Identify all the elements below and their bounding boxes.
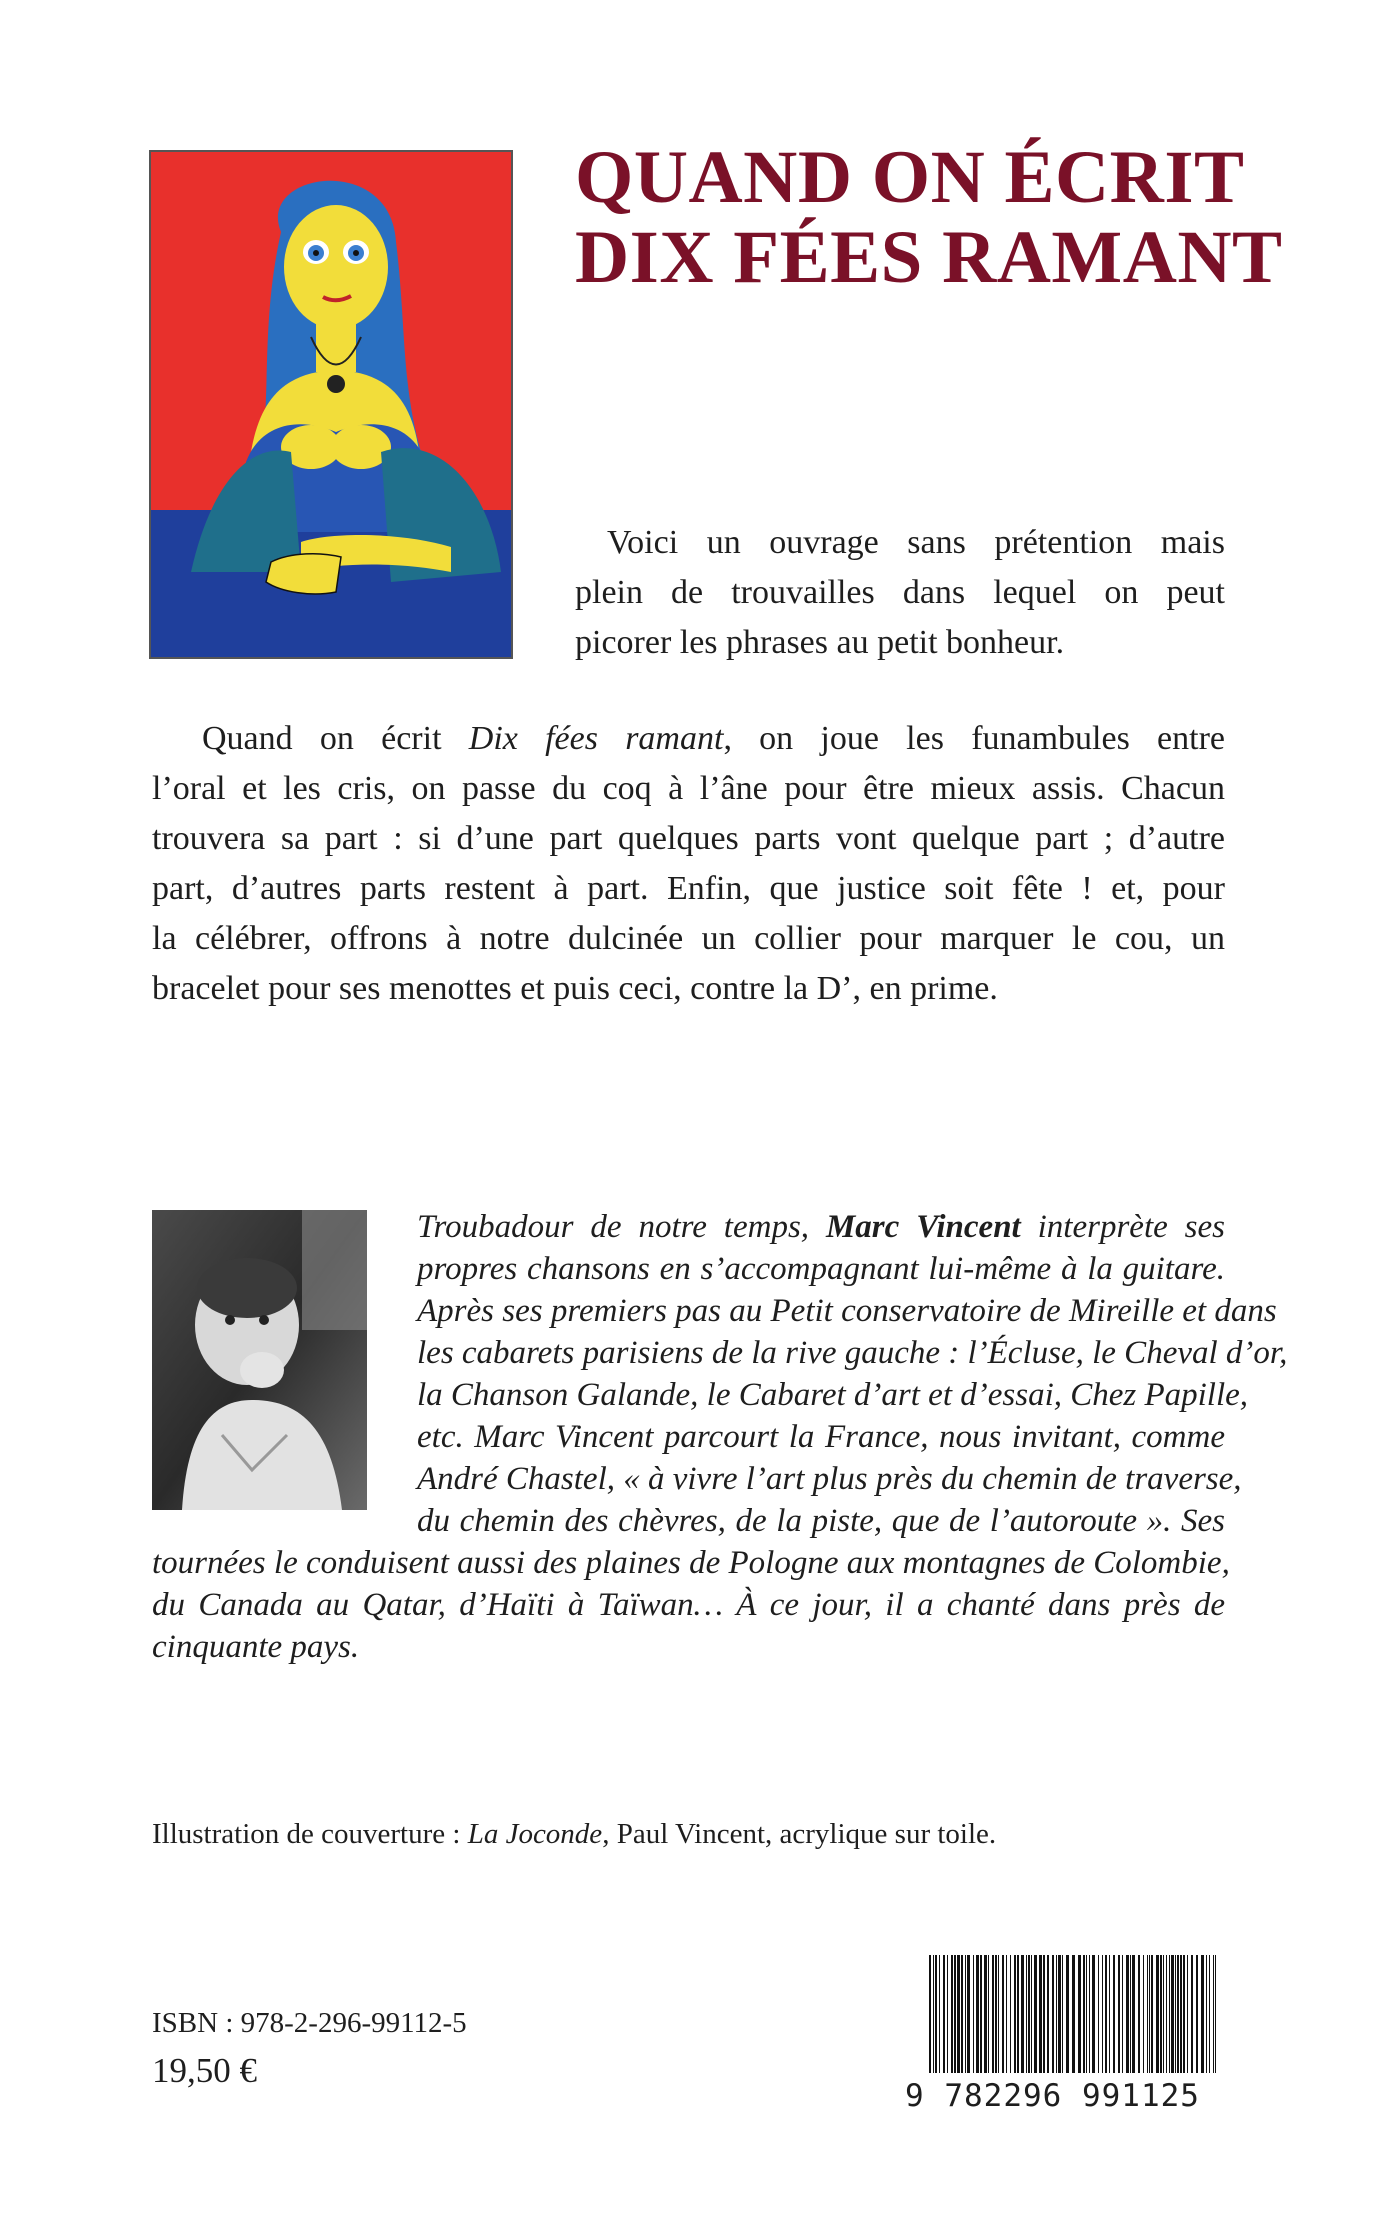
summary-line: l’oral et les cris, on passe du coq à l’âne pour être mieux assis. Chacun — [152, 770, 1225, 807]
barcode-bar — [995, 1955, 997, 2073]
intro-line: Voici un ouvrage sans prétention mais — [607, 524, 1225, 561]
author-name: Marc Vincent — [825, 1209, 1021, 1245]
barcode-bar — [1026, 1955, 1027, 2073]
barcode-bar — [1062, 1955, 1063, 2073]
barcode-bar — [980, 1955, 982, 2073]
joconde-painting — [151, 152, 511, 657]
barcode-bar — [1201, 1955, 1204, 2073]
barcode-bar — [1031, 1955, 1032, 2073]
bio-line: cinquante pays. — [152, 1629, 360, 1665]
bio-line: la Chanson Galande, le Cabaret d’art et d’essai, Chez Papille, — [417, 1377, 1249, 1413]
barcode-bar — [1171, 1955, 1174, 2073]
bio-line — [417, 1206, 1225, 1248]
barcode-bar — [1028, 1955, 1030, 2073]
bio-line: etc. Marc Vincent parcourt la France, nous invitant, comme — [417, 1419, 1225, 1455]
barcode-bar — [1175, 1955, 1176, 2073]
barcode-bars — [905, 1955, 1225, 2073]
barcode-bar — [1122, 1955, 1123, 2073]
bio-line: André Chastel, « à vivre l’art plus près du chemin de traverse, — [417, 1461, 1242, 1497]
book-title — [575, 138, 1375, 298]
barcode-bar — [1109, 1955, 1110, 2073]
barcode-bar — [1043, 1955, 1045, 2073]
barcode-bar — [1083, 1955, 1085, 2073]
barcode-bar — [1014, 1955, 1016, 2073]
barcode-bar — [1113, 1955, 1115, 2073]
barcode-bar — [1066, 1955, 1069, 2073]
barcode-bar — [1138, 1955, 1140, 2073]
barcode-bar — [1180, 1955, 1182, 2073]
barcode-bar — [1086, 1955, 1087, 2073]
barcode-bar — [933, 1955, 934, 2073]
intro-line: plein de trouvailles dans lequel on peut — [575, 574, 1225, 611]
credit-text: Illustration de couverture : — [152, 1818, 468, 1850]
barcode-bar — [951, 1955, 953, 2073]
barcode-bar — [929, 1955, 931, 2073]
barcode-bar — [954, 1955, 956, 2073]
barcode-bar — [976, 1955, 979, 2073]
summary-paragraph — [152, 714, 1225, 1014]
bio-line: tournées le conduisent aussi des plaines de Pologne aux montagnes de Colombie, — [152, 1545, 1230, 1581]
barcode-bar — [1098, 1955, 1099, 2073]
barcode-bar — [1126, 1955, 1129, 2073]
bio-line: du Canada au Qatar, d’Haïti à Taïwan… À ce jour, il a chanté dans près de — [152, 1587, 1225, 1623]
barcode-bar — [1105, 1955, 1107, 2073]
barcode-bar — [988, 1955, 989, 2073]
summary-line: bracelet pour ses menottes et puis ceci, contre la D’, en prime. — [152, 970, 998, 1007]
summary-line: part, d’autres parts restent à part. Enfin, que justice soit fête ! et, pour — [152, 870, 1225, 907]
barcode-bar — [947, 1955, 948, 2073]
barcode-bar — [973, 1955, 974, 2073]
barcode-bar — [1143, 1955, 1144, 2073]
barcode-bar — [1177, 1955, 1179, 2073]
barcode-bar — [1039, 1955, 1042, 2073]
barcode-bar — [1034, 1955, 1037, 2073]
barcode-bar — [939, 1955, 940, 2073]
cover-illustration — [149, 150, 513, 659]
barcode-bar — [1132, 1955, 1135, 2073]
summary-line — [152, 714, 1225, 764]
barcode-bar — [1089, 1955, 1090, 2073]
barcode-bar — [1206, 1955, 1207, 2073]
barcode-bar — [1187, 1955, 1188, 2073]
isbn: ISBN : 978-2-296-99112-5 — [152, 2007, 467, 2039]
barcode-bar — [984, 1955, 987, 2073]
bio-text: interprète ses — [1020, 1209, 1226, 1245]
credit-text: , Paul Vincent, acrylique sur toile. — [602, 1818, 997, 1850]
barcode-bar — [1183, 1955, 1185, 2073]
book-title-italic: Dix fées ramant — [468, 720, 724, 757]
barcode-bar — [1215, 1955, 1216, 2073]
barcode-bar — [1163, 1955, 1164, 2073]
barcode-bar — [1078, 1955, 1081, 2073]
barcode-bar — [1021, 1955, 1024, 2073]
barcode-bar — [1169, 1955, 1170, 2073]
barcode-bar — [1147, 1955, 1148, 2073]
barcode-digits: 9 782296 991125 — [905, 2078, 1200, 2114]
barcode-bar — [1213, 1955, 1214, 2073]
artwork-title: La Joconde — [467, 1818, 603, 1850]
barcode-bar — [1191, 1955, 1193, 2073]
barcode-bar — [1072, 1955, 1075, 2073]
barcode-bar — [1002, 1955, 1004, 2073]
barcode-bar — [1118, 1955, 1120, 2073]
barcode-bar — [1017, 1955, 1019, 2073]
summary-line: trouvera sa part : si d’une part quelques parts vont quelque part ; d’autre — [152, 820, 1225, 857]
barcode-bar — [1010, 1955, 1011, 2073]
barcode-bar — [957, 1955, 960, 2073]
bio-line: propres chansons en s’accompagnant lui-même à la guitare. — [417, 1251, 1225, 1287]
barcode-bar — [1196, 1955, 1198, 2073]
barcode-bar — [1149, 1955, 1150, 2073]
title-line-2: DIX FÉES RAMANT — [575, 216, 1283, 299]
summary-text: Quand on écrit — [202, 720, 469, 757]
barcode-bar — [1151, 1955, 1153, 2073]
intro-paragraph — [575, 518, 1225, 668]
barcode-bar — [1058, 1955, 1061, 2073]
barcode-bar — [1160, 1955, 1162, 2073]
price: 19,50 € — [152, 2051, 257, 2090]
barcode-bar — [1006, 1955, 1007, 2073]
barcode-bar — [1092, 1955, 1095, 2073]
barcode-bar — [1047, 1955, 1049, 2073]
barcode-bar — [1056, 1955, 1057, 2073]
barcode-bar — [1166, 1955, 1167, 2073]
bio-line: les cabarets parisiens de la rive gauche : l’Écluse, le Cheval d’or, — [417, 1335, 1288, 1371]
cover-credit — [152, 1814, 1252, 1854]
bio-text: Troubadour de notre temps, — [417, 1209, 826, 1245]
summary-text: , on joue les funambules entre — [723, 720, 1226, 757]
barcode-bar — [935, 1955, 937, 2073]
bio-line: Après ses premiers pas au Petit conservatoire de Mireille et dans — [417, 1293, 1277, 1329]
intro-line: picorer les phrases au petit bonheur. — [575, 624, 1065, 661]
barcode-bar — [1102, 1955, 1103, 2073]
barcode-bar — [1209, 1955, 1210, 2073]
barcode-bar — [965, 1955, 966, 2073]
barcode-bar — [967, 1955, 970, 2073]
barcode-bar — [1156, 1955, 1159, 2073]
bio-line: du chemin des chèvres, de la piste, que de l’autoroute ». Ses — [417, 1503, 1225, 1539]
barcode-bar — [961, 1955, 963, 2073]
barcode-bar — [1052, 1955, 1054, 2073]
barcode-bar — [943, 1955, 945, 2073]
summary-line: la célébrer, offrons à notre dulcinée un collier pour marquer le cou, un — [152, 920, 1225, 957]
title-line-1: QUAND ON ÉCRIT — [575, 136, 1245, 219]
barcode-bar — [998, 1955, 999, 2073]
barcode-bar — [992, 1955, 994, 2073]
author-bio — [152, 1206, 1288, 1668]
barcode-bar — [1130, 1955, 1131, 2073]
